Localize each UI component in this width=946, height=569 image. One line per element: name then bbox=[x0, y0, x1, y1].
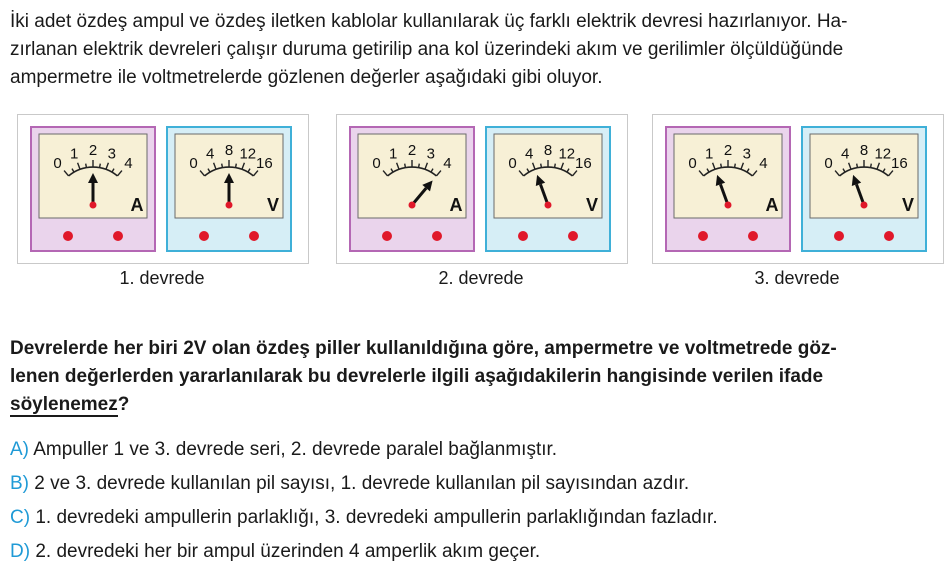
voltmeter-tick bbox=[555, 164, 556, 168]
ammeter-terminal bbox=[698, 231, 708, 241]
option-text: Ampuller 1 ve 3. devrede seri, 2. devrede paralel bağlanmıştır. bbox=[33, 439, 558, 460]
ammeter-scale-label: 1 bbox=[705, 145, 714, 163]
voltmeter-needle-pivot bbox=[545, 202, 552, 209]
question-line: lenen değerlerden yararlanılarak bu devrelerle ilgili aşağıdakilerin hangisinde verilen ifade bbox=[10, 366, 824, 387]
voltmeter-scale-label: 0 bbox=[508, 154, 517, 172]
circuit-caption: 1. devrede bbox=[119, 268, 205, 288]
option-c[interactable] bbox=[10, 501, 940, 535]
question-text bbox=[10, 335, 940, 419]
intro-line: ampermetre ile voltmetrelerde gözlenen değerler aşağıdaki gibi oluyor. bbox=[10, 67, 603, 88]
ammeter-unit-label: A bbox=[449, 195, 463, 215]
underlined-word: söylenemez bbox=[10, 394, 118, 415]
voltmeter-unit-label: V bbox=[901, 195, 915, 215]
option-letter: A) bbox=[10, 439, 29, 460]
voltmeter-tick bbox=[541, 164, 542, 168]
voltmeter-scale-label: 8 bbox=[224, 142, 234, 159]
voltmeter-terminal bbox=[884, 231, 894, 241]
answer-options bbox=[10, 433, 940, 569]
voltmeter-needle-pivot bbox=[861, 202, 868, 209]
option-b[interactable] bbox=[10, 467, 940, 501]
ammeter-tick bbox=[86, 164, 87, 168]
ammeter-scale-label: 2 bbox=[88, 142, 98, 159]
ammeter-scale-label: 0 bbox=[53, 154, 62, 172]
intro-line: zırlanan elektrik devreleri çalışır duruma getirilip ana kol üzerindeki akım ve gerilimler ölçüldüğünde bbox=[10, 39, 844, 60]
voltmeter-scale-label: 0 bbox=[824, 154, 833, 172]
voltmeter-scale-label: 12 bbox=[239, 145, 257, 163]
intro-line: İki adet özdeş ampul ve özdeş iletken kablolar kullanılarak üç farklı elektrik devresi hazırlanıyor. Ha- bbox=[10, 11, 848, 32]
option-text: 2 ve 3. devrede kullanılan pil sayısı, 1. devrede kullanılan pil sayısından azdır. bbox=[34, 473, 690, 494]
voltmeter-scale-label: 12 bbox=[558, 145, 576, 163]
ammeter-terminal bbox=[748, 231, 758, 241]
voltmeter-terminal bbox=[249, 231, 259, 241]
ammeter-needle-pivot bbox=[409, 202, 416, 209]
intro-text bbox=[10, 8, 940, 92]
ammeter-needle-pivot bbox=[725, 202, 732, 209]
ammeter-terminal bbox=[113, 231, 123, 241]
ammeter-scale-label: 2 bbox=[407, 142, 417, 159]
ammeter-scale-label: 3 bbox=[107, 145, 116, 163]
option-d[interactable] bbox=[10, 535, 940, 569]
voltmeter-terminal bbox=[834, 231, 844, 241]
option-letter: C) bbox=[10, 507, 31, 528]
meters-figure bbox=[18, 115, 308, 263]
circuit-1-meters bbox=[17, 114, 309, 264]
voltmeter-tick bbox=[871, 164, 872, 168]
voltmeter-scale-label: 4 bbox=[841, 145, 850, 163]
voltmeter-tick bbox=[222, 164, 223, 168]
circuit-2-meters bbox=[336, 114, 628, 264]
circuit-3-meters bbox=[652, 114, 944, 264]
voltmeter-scale-label: 4 bbox=[206, 145, 215, 163]
ammeter-tick bbox=[419, 164, 420, 168]
question-mark: ? bbox=[117, 394, 130, 415]
ammeter-unit-label: A bbox=[130, 195, 144, 215]
ammeter-tick bbox=[100, 164, 101, 168]
voltmeter-terminal bbox=[199, 231, 209, 241]
meters-figure bbox=[653, 115, 943, 263]
circuit-caption: 3. devrede bbox=[754, 268, 840, 288]
voltmeter-needle-pivot bbox=[226, 202, 233, 209]
voltmeter-unit-label: V bbox=[585, 195, 599, 215]
voltmeter-scale-label: 4 bbox=[525, 145, 534, 163]
ammeter-tick bbox=[721, 164, 722, 168]
ammeter-tick bbox=[405, 164, 406, 168]
ammeter-terminal bbox=[63, 231, 73, 241]
voltmeter-terminal bbox=[568, 231, 578, 241]
voltmeter-scale-label: 12 bbox=[874, 145, 892, 163]
voltmeter-terminal bbox=[518, 231, 528, 241]
voltmeter-tick bbox=[857, 164, 858, 168]
ammeter-unit-label: A bbox=[765, 195, 779, 215]
ammeter-scale-label: 4 bbox=[443, 154, 452, 172]
ammeter-scale-label: 0 bbox=[372, 154, 381, 172]
voltmeter-tick bbox=[236, 164, 237, 168]
ammeter-terminal bbox=[432, 231, 442, 241]
voltmeter-scale-label: 16 bbox=[891, 154, 908, 172]
option-a[interactable] bbox=[10, 433, 940, 467]
ammeter-scale-label: 3 bbox=[426, 145, 435, 163]
ammeter-scale-label: 2 bbox=[723, 142, 733, 159]
voltmeter-scale-label: 8 bbox=[543, 142, 553, 159]
option-text: 1. devredeki ampullerin parlaklığı, 3. devredeki ampullerin parlaklığından fazladır. bbox=[35, 507, 718, 528]
voltmeter-unit-label: V bbox=[266, 195, 280, 215]
ammeter-scale-label: 4 bbox=[759, 154, 768, 172]
ammeter-needle-pivot bbox=[90, 202, 97, 209]
ammeter-scale-label: 1 bbox=[389, 145, 398, 163]
circuit-caption: 2. devrede bbox=[438, 268, 524, 288]
question-line bbox=[10, 391, 940, 419]
voltmeter-scale-label: 8 bbox=[859, 142, 869, 159]
voltmeter-scale-label: 16 bbox=[575, 154, 592, 172]
ammeter-scale-label: 0 bbox=[688, 154, 697, 172]
ammeter-tick bbox=[735, 164, 736, 168]
ammeter-terminal bbox=[382, 231, 392, 241]
option-text: 2. devredeki her bir ampul üzerinden 4 amperlik akım geçer. bbox=[35, 541, 541, 562]
ammeter-scale-label: 3 bbox=[742, 145, 751, 163]
ammeter-scale-label: 1 bbox=[70, 145, 79, 163]
option-letter: D) bbox=[10, 541, 31, 562]
ammeter-scale-label: 4 bbox=[124, 154, 133, 172]
voltmeter-scale-label: 0 bbox=[189, 154, 198, 172]
question-line: Devrelerde her biri 2V olan özdeş piller kullanıldığına göre, ampermetre ve voltmetrede göz- bbox=[10, 338, 837, 359]
option-letter: B) bbox=[10, 473, 29, 494]
voltmeter-scale-label: 16 bbox=[256, 154, 273, 172]
meters-figure bbox=[337, 115, 627, 263]
